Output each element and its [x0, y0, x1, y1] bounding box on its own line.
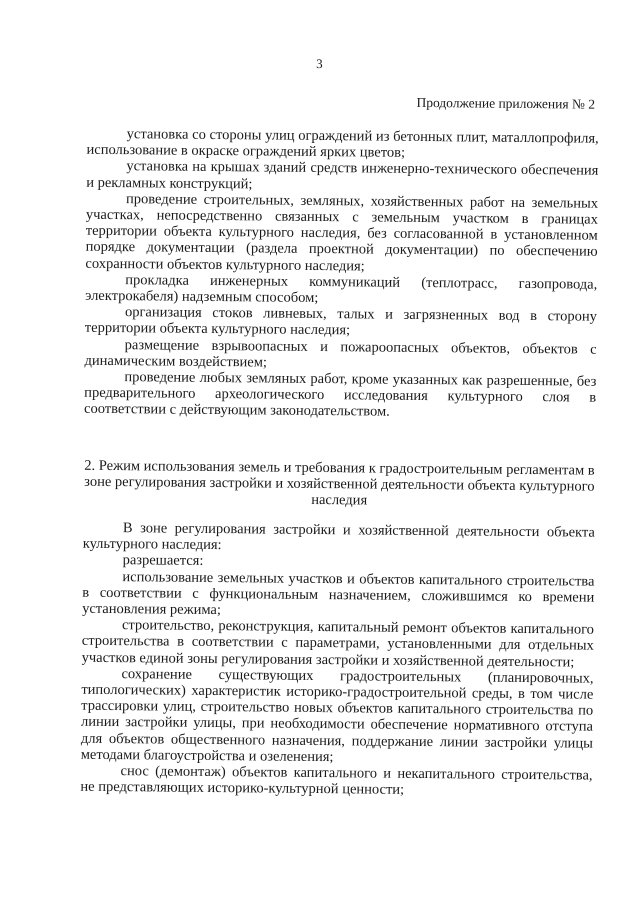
- list-item: снос (демонтаж) объектов капитального и некапитального строительства, не представляющих историко-культурной ценности;: [80, 763, 593, 799]
- prohibitions-list: [84, 126, 599, 423]
- section-body: [80, 520, 595, 800]
- list-item: сохранение существующих градостроительных (планировочных, типологических) характеристик историко-градостроительной среды, в том числе трассировки улиц, строительство новых объектов капитального строительства по линии застройки улицы, при необходимости обеспечение нормативного отступа для объектов общественного назначения, поддержание линии застройки улицы методами благоустройства и озеленения;: [80, 665, 594, 766]
- list-item: использование земельных участков и объектов капитального строительства в соответствии с функциональным назначением, сложившимся ко времени установления режима;: [82, 568, 595, 619]
- list-item: размещение взрывоопасных и пожароопасных объектов, объектов с динамическим воздействием;: [84, 336, 597, 371]
- list-item: установка со стороны улиц ограждений из бетонных плит, маталлопрофиля, использование в окраске ограждений ярких цветов;: [86, 126, 599, 162]
- list-item: проведение любых земляных работ, кроме указанных как разрешенные, без предварительного археологического исследования культурного слоя в соответствии с действующим законодательством.: [83, 369, 597, 421]
- page-number: 3: [316, 55, 323, 72]
- list-item: установка на крышах зданий средств инженерно-технического обеспечения и рекламных конструкций;: [86, 158, 599, 192]
- section-intro: В зоне регулирования застройки и хозяйственной деятельности объекта культурного наследия:: [82, 520, 595, 554]
- allowed-label: разрешается:: [122, 552, 204, 570]
- list-item: строительство, реконструкция, капитальный ремонт объектов капитального строительства в соответствии с параметрами, установленными для отдельных участков единой зоны регулирования застройки и хозяйственной деятельности;: [81, 617, 595, 671]
- list-item: прокладка инженерных коммуникаций (теплотрасс, газопровода, электрокабеля) надземным способом;: [85, 271, 598, 307]
- list-item: проведение строительных, земляных, хозяйственных работ на земельных участках, непосредственно связанных с земельным участком в границах территории объекта культурного наследия, без согласованной в установленном порядке документации (раздела проектной документации) по обеспечению сохранности объектов культурного наследия;: [85, 190, 599, 275]
- section-heading: 2. Режим использования земель и требования к градостроительным регламентам в зоне регулирования застройки и хозяйственной деятельности объекта культурного наследия: [84, 457, 595, 509]
- section-heading-block: [83, 458, 595, 512]
- list-item: организация стоков ливневых, талых и загрязненных вод в сторону территории объекта культурного наследия;: [84, 304, 598, 339]
- appendix-continuation-note: Продолжение приложения № 2: [416, 94, 596, 112]
